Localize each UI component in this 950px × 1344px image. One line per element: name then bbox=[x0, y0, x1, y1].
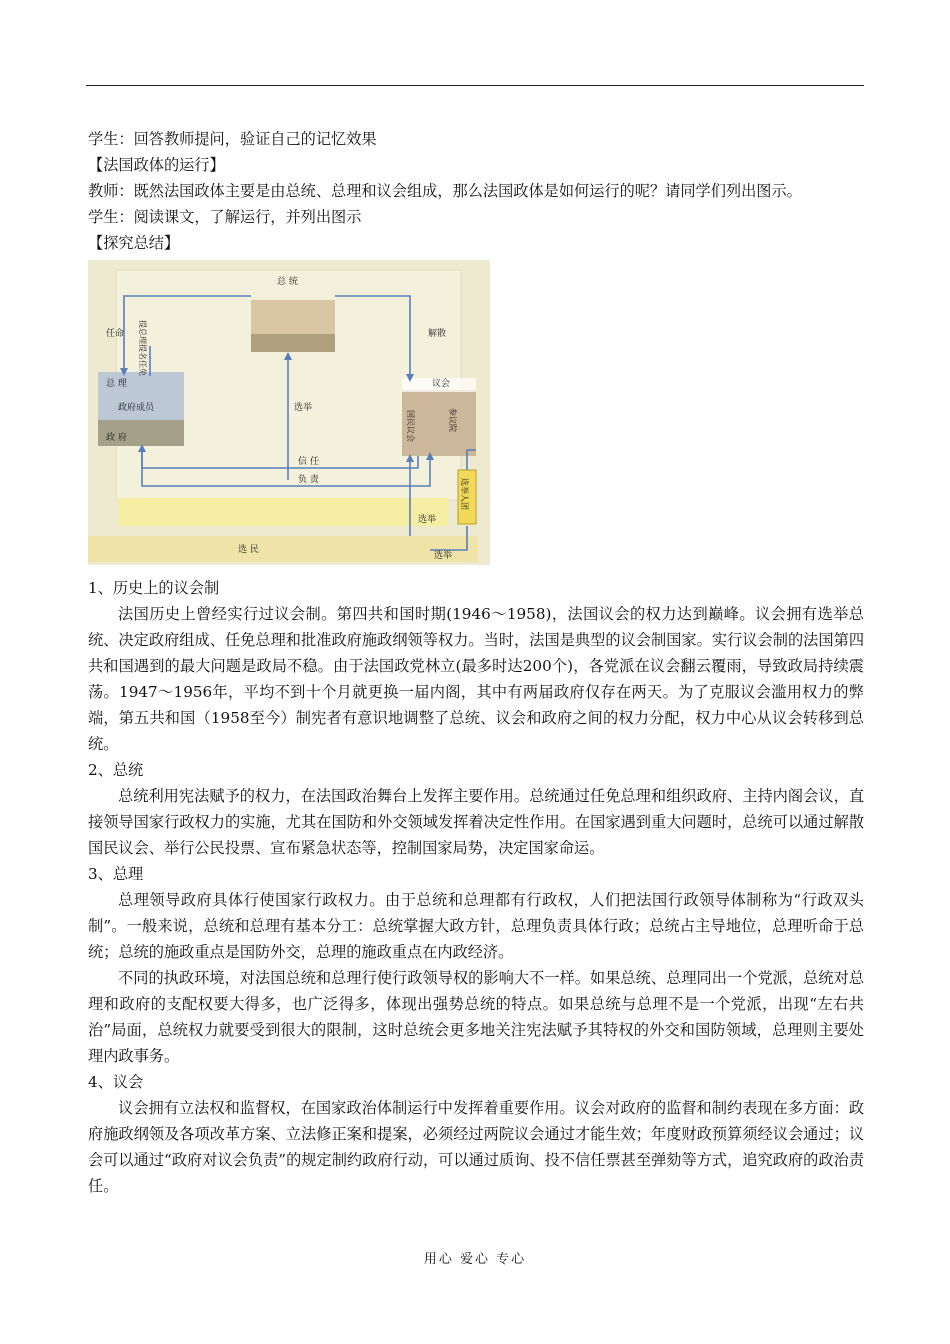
page-footer: 用心 爱心 专心 bbox=[423, 1252, 527, 1267]
label-elect-assembly: 选举 bbox=[418, 515, 437, 525]
header-rule bbox=[86, 85, 864, 86]
president-building-base bbox=[251, 334, 335, 352]
label-voters: 选 民 bbox=[238, 545, 259, 555]
section-title: 4、议会 bbox=[88, 1073, 144, 1091]
label-gov-members: 政府成员 bbox=[118, 403, 155, 413]
document-body bbox=[88, 126, 864, 1199]
paragraph: 法国历史上曾经实行过议会制。第四共和国时期(1946～1958)，法国议会的权力达到巅峰。议会拥有选举总统、决定政府组成、任免总理和批准政府施政纲领等权力。当时，法国是典型的议会制国家。实行议会制的法国第四共和国遇到的最大问题是政局不稳。由于法国政党林立(最多时达200个)，各党派在议会翻云覆雨，导致政局持续震荡。1947～1956年，平均不到十个月就更换一届内阁，其中有两届政府仅存在两天。为了克服议会滥用权力的弊端，第五共和国（1958至今）制宪者有意识地调整了总统、议会和政府之间的权力分配，权力中心从议会转移到总统。 bbox=[88, 605, 864, 753]
section-heading: 【法国政体的运行】 bbox=[88, 156, 225, 174]
paragraph: 总理领导政府具体行使国家行政权力。由于总统和总理都有行政权，人们把法国行政领导体制称为“行政双头制”。一般来说，总统和总理有基本分工：总统掌握大政方针，总理负责具体行政；总统占主导地位，总理听命于总统；总统的施政重点是国防外交，总理的施政重点在内政经济。 bbox=[88, 891, 864, 961]
label-elect-senate: 选举 bbox=[434, 551, 453, 561]
yellow-band bbox=[118, 498, 448, 526]
label-senate: 参议院 bbox=[448, 408, 457, 432]
paragraph: 不同的执政环境，对法国总统和总理行使行政领导权的影响大不一样。如果总统、总理同出一个党派，总统对总理和政府的支配权要大得多，也广泛得多，体现出强势总统的特点。如果总统与总理不是一个党派，出现“左右共治”局面，总统权力就要受到很大的限制，这时总统会更多地关注宪法赋予其特权的外交和国防领域，总理则主要处理内政事务。 bbox=[88, 969, 864, 1065]
paragraph: 议会拥有立法权和监督权，在国家政治体制运行中发挥着重要作用。议会对政府的监督和制约表现在多方面：政府施政纲领及各项改革方案、立法修正案和提案，必须经过两院议会通过才能生效；年度财政预算须经议会通过；议会可以通过“政府对议会负责”的规定制约政府行动，可以通过质询、投不信任票甚至弹劾等方式，追究政府的政治责任。 bbox=[88, 1099, 864, 1195]
label-premier: 总 理 bbox=[106, 379, 127, 389]
label-appoint: 任命 bbox=[106, 329, 125, 339]
section-title: 3、总理 bbox=[88, 865, 144, 883]
label-government: 政 府 bbox=[106, 433, 127, 443]
label-elect-president: 选举 bbox=[294, 403, 313, 413]
section-title: 2、总统 bbox=[88, 761, 144, 779]
label-responsible: 负 责 bbox=[298, 475, 319, 485]
voters-bar bbox=[88, 536, 478, 562]
section-title: 1、历史上的议会制 bbox=[88, 579, 220, 597]
label-electoral-college: 选举人团 bbox=[460, 478, 469, 510]
paragraph: 总统利用宪法赋予的权力，在法国政治舞台上发挥主要作用。总统通过任免总理和组织政府、主持内阁会议，直接领导国家行政权力的实施，尤其在国防和外交领域发挥着决定性作用。在国家遇到重大问题时，总统可以通过解散国民议会、举行公民投票、宣布紧急状态等，控制国家局势，决定国家命运。 bbox=[88, 787, 864, 857]
text-line: 学生：回答教师提问，验证自己的记忆效果 bbox=[88, 130, 377, 148]
text-line: 教师：既然法国政体主要是由总统、总理和议会组成，那么法国政体是如何运行的呢？请同学们列出图示。 bbox=[88, 182, 802, 200]
section-heading: 【探究总结】 bbox=[88, 234, 180, 252]
label-trust: 信 任 bbox=[298, 457, 319, 467]
label-dissolve: 解散 bbox=[428, 329, 447, 339]
label-nominate: 提总理提名任免 bbox=[138, 320, 147, 376]
text-line: 学生：阅读课文，了解运行，并列出图示 bbox=[88, 208, 362, 226]
political-system-diagram bbox=[88, 260, 490, 565]
label-parliament: 议会 bbox=[432, 379, 451, 389]
label-national-assembly: 国民议会 bbox=[406, 410, 415, 442]
label-president: 总 统 bbox=[277, 277, 298, 287]
